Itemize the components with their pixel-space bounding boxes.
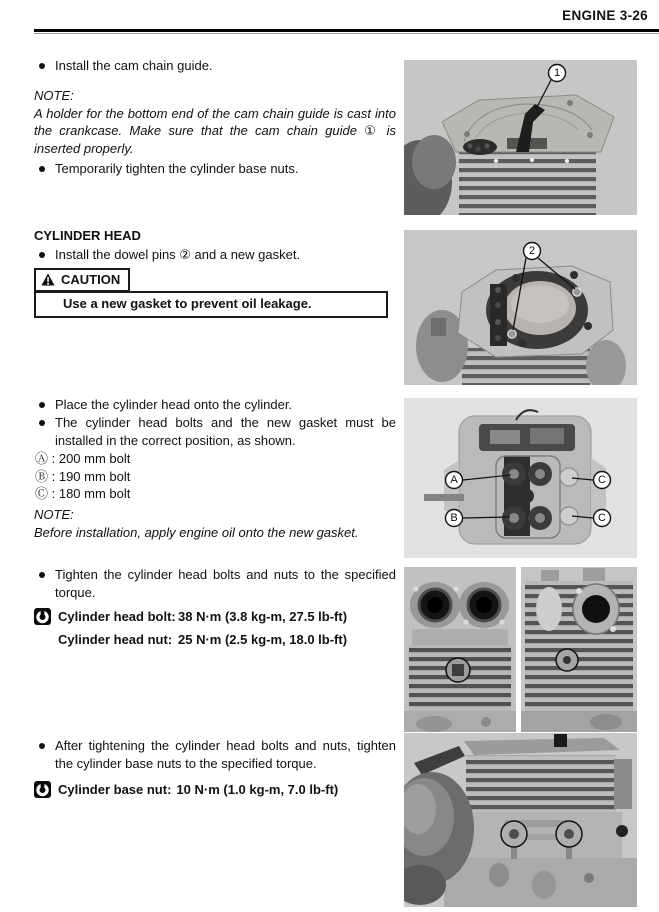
bullet-text: The cylinder head bolts and the new gasket must be installed in the correct position, as shown.: [55, 415, 396, 448]
bullet-dot: [39, 402, 45, 408]
caution-badge: [34, 268, 130, 292]
spec-label: Cylinder head bolt:: [58, 609, 176, 624]
bolt-length-list: [35, 450, 395, 503]
torque-spec-row: [34, 631, 404, 649]
torque-wrench-icon: [34, 608, 51, 625]
bullet-text: Place the cylinder head onto the cylinder.: [55, 397, 293, 412]
bullet-dot: [39, 166, 45, 172]
torque-spec-head: [34, 608, 404, 653]
bullet-text: Install the cam chain guide.: [55, 58, 213, 73]
bullet-install-cam-chain: [37, 57, 396, 75]
photo-dowel-pins: [404, 230, 637, 385]
bolt-length-b: Ⓑ : 190 mm bolt: [35, 468, 131, 484]
spec-value: 25 N·m (2.5 kg-m, 18.0 lb-ft): [178, 631, 348, 647]
caution-box: [34, 291, 388, 318]
photo-head-nut-intake-side: [404, 567, 516, 732]
bullet-dot: [39, 252, 45, 258]
bullet-dot: [39, 420, 45, 426]
bullet-dot: [39, 743, 45, 749]
bullet-bolt-positions: [37, 414, 396, 449]
callout-2: 2: [528, 245, 536, 257]
torque-wrench-icon: [34, 781, 51, 798]
photo-head-nut-exhaust-side: [521, 567, 637, 732]
photo-cam-chain-guide: [404, 60, 637, 215]
warning-triangle-icon: [41, 273, 55, 286]
note-body: A holder for the bottom end of the cam chain guide is cast into the crankcase. Make sure that the cam chain guide ① is inserted properly.: [34, 105, 396, 156]
callout-1: 1: [553, 67, 561, 79]
note-label: NOTE:: [34, 507, 74, 522]
spec-value: 10 N·m (1.0 kg-m, 7.0 lb-ft): [176, 782, 339, 797]
spec-label: Cylinder base nut:: [58, 782, 172, 797]
photo-base-nuts: [404, 733, 637, 907]
bullet-tighten-head-bolts: [37, 566, 396, 601]
header-rule-shadow: [34, 33, 659, 34]
bullet-text: Tighten the cylinder head bolts and nuts to the specified torque.: [55, 567, 396, 600]
note-cam-chain: [34, 87, 396, 157]
bullet-install-dowel-pins: [37, 246, 396, 264]
header-rule: [34, 29, 659, 32]
caution-label: CAUTION: [61, 272, 121, 287]
spec-value: 38 N·m (3.8 kg-m, 27.5 lb-ft): [178, 609, 348, 624]
callout-c-bottom: C: [598, 512, 606, 524]
note-engine-oil: [34, 506, 396, 541]
callout-b: B: [450, 512, 458, 524]
torque-spec-row: [34, 781, 404, 799]
note-label: NOTE:: [34, 88, 74, 103]
bolt-length-a: Ⓐ : 200 mm bolt: [35, 451, 131, 466]
bullet-place-cylinder-head: [37, 396, 396, 414]
bullet-tighten-base-after: [37, 737, 396, 772]
bullet-text: Temporarily tighten the cylinder base nuts.: [55, 161, 299, 176]
callout-c-top: C: [598, 474, 606, 486]
bullet-dot: [39, 63, 45, 69]
caution-text: Use a new gasket to prevent oil leakage.: [63, 296, 312, 311]
callout-a: A: [450, 474, 458, 486]
note-body: Before installation, apply engine oil onto the new gasket.: [34, 524, 359, 540]
bolt-length-c: Ⓒ : 180 mm bolt: [35, 486, 131, 501]
bullet-tighten-base-nuts: [37, 160, 396, 178]
bullet-text: After tightening the cylinder head bolts and nuts, tighten the cylinder base nuts to the specified torque.: [55, 738, 396, 771]
page-header-title: ENGINE 3-26: [562, 8, 648, 23]
bullet-dot: [39, 572, 45, 578]
spec-label: Cylinder head nut:: [58, 631, 173, 647]
section-heading-cylinder-head: CYLINDER HEAD: [34, 228, 141, 243]
bullet-text: Install the dowel pins ② and a new gasket.: [55, 247, 301, 262]
torque-spec-base: [34, 781, 404, 804]
photo-head-bolt-positions: [404, 398, 637, 558]
torque-spec-row: [34, 608, 404, 626]
